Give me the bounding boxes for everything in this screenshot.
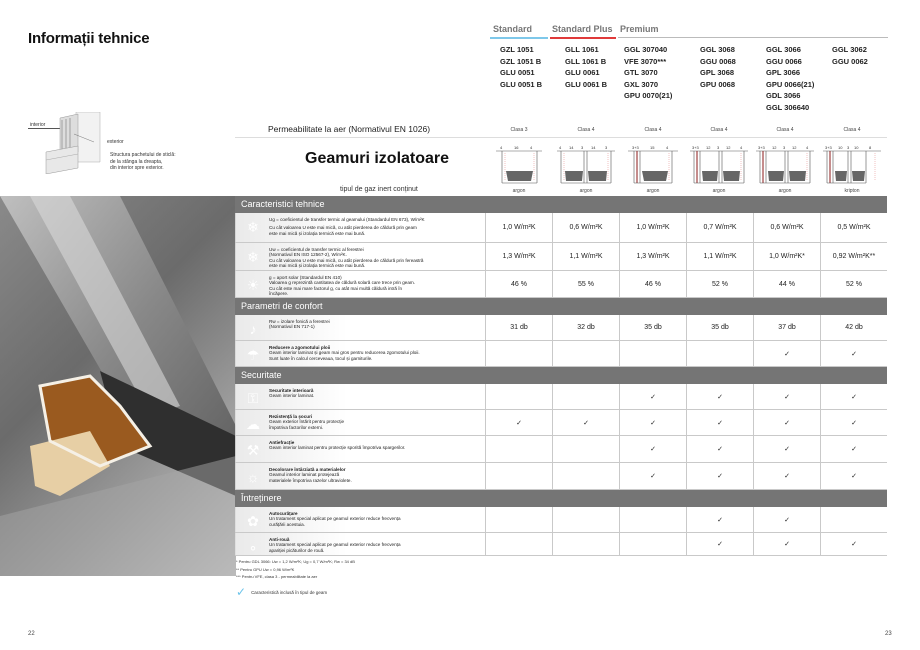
roof-window-section-photo xyxy=(0,196,236,576)
section-header-technical: Caracteristici tehnice xyxy=(235,196,887,213)
table-row xyxy=(235,463,887,490)
table-row xyxy=(235,271,887,298)
glass-unit-diagram-2 xyxy=(553,143,619,187)
table-cell: 1,1 W/m²K xyxy=(686,243,753,270)
model-code: GGL 3068 xyxy=(700,45,735,54)
snowflake-thermometer-icon: ❄ xyxy=(247,248,259,265)
check-cell: ✓ xyxy=(686,384,753,409)
glass-structure-caption xyxy=(110,152,176,172)
model-code: GGU 0062 xyxy=(832,56,868,66)
series-premium-underline xyxy=(618,37,888,38)
model-code: GGU 0068 xyxy=(700,56,736,66)
model-code: GXL 3070 xyxy=(624,79,659,89)
table-cell: 31 db xyxy=(485,315,552,340)
rain-noise-icon: ☂ xyxy=(246,346,260,363)
interior-label: interior xyxy=(30,122,46,128)
svg-text:10: 10 xyxy=(838,145,843,150)
row-description: Geam interior laminat și geam mai gros pentru reducerea zgomotului ploii. xyxy=(269,350,420,356)
models-col-5 xyxy=(766,44,814,114)
row-description: Geamul interior laminat protejează xyxy=(269,472,340,478)
page-title: Informații tehnice xyxy=(28,30,150,47)
check-cell: ✓ xyxy=(686,507,753,532)
svg-text:3: 3 xyxy=(717,145,720,150)
model-code: GTL 3070 xyxy=(624,68,658,78)
row-description: Uw = coeficientul de transfer termic al ferestrei xyxy=(269,247,364,252)
svg-text:3: 3 xyxy=(581,145,584,150)
row-description: este mai mică și izolația termică este mai bună. xyxy=(269,230,366,236)
svg-text:4: 4 xyxy=(559,145,562,150)
section-header-comfort: Parametri de confort xyxy=(235,298,887,315)
check-cell xyxy=(686,341,753,366)
table-cell: 0,92 W/m²K** xyxy=(820,243,887,270)
check-cell: ✓ xyxy=(753,410,820,435)
check-cell: ✓ xyxy=(619,384,686,409)
model-code: GPL 3068 xyxy=(700,68,735,78)
model-code: GGL 3066 xyxy=(766,45,801,54)
check-cell xyxy=(552,384,619,409)
glass-unit-diagram-5 xyxy=(752,143,818,187)
row-title: Autocurățare xyxy=(269,511,298,516)
table-cell: 32 db xyxy=(552,315,619,340)
check-cell: ✓ xyxy=(753,341,820,366)
models-col-2 xyxy=(565,44,607,90)
row-description: Sunt luate în calcul cerceveaua, tocul și garniturile. xyxy=(269,355,373,361)
svg-text:16: 16 xyxy=(514,145,519,150)
gas-type-label: tipul de gaz inert conținut xyxy=(340,186,418,193)
svg-text:3+3: 3+3 xyxy=(692,145,699,150)
check-cell: ✓ xyxy=(820,410,887,435)
series-standard-label: Standard xyxy=(493,24,533,34)
check-cell: ✓ xyxy=(686,436,753,462)
models-col-6 xyxy=(832,44,868,67)
model-code: GPU 0070(21) xyxy=(624,91,673,101)
row-description: Un tratament special aplicat pe geamul exterior reduce frecvența xyxy=(269,542,401,548)
check-cell xyxy=(485,533,552,555)
table-cell: 55 % xyxy=(552,271,619,297)
check-cell: ✓ xyxy=(552,410,619,435)
footnote: ** Pentru GPU Uw = 0,96 W/m²K xyxy=(236,566,295,572)
svg-text:4: 4 xyxy=(530,145,533,150)
section-header-maintenance: Întreținere xyxy=(235,490,887,507)
check-cell: ✓ xyxy=(753,436,820,462)
hail-resistance-icon: ☁ xyxy=(246,415,260,432)
anti-dew-icon: ∘ xyxy=(248,538,258,555)
glass-unit-diagram-4 xyxy=(686,143,752,187)
series-premium-label: Premium xyxy=(620,24,659,34)
svg-text:3+3: 3+3 xyxy=(758,145,765,150)
svg-text:4: 4 xyxy=(740,145,743,150)
row-title: Rezistență la șocuri xyxy=(269,414,313,419)
sun-temperature-icon: ☀ xyxy=(246,276,260,293)
row-description: Cu cât valoarea U este mai mică, cu atât pierderea de căldură prin geam xyxy=(269,225,417,231)
table-cell: 35 db xyxy=(619,315,686,340)
table-cell: 1,3 W/m²K xyxy=(619,243,686,270)
svg-text:12: 12 xyxy=(772,145,777,150)
check-cell: ✓ xyxy=(619,410,686,435)
check-cell: ✓ xyxy=(820,463,887,489)
row-description: Valoarea g reprezintă cantitatea de căldură solară care trece prin geam. xyxy=(269,280,415,286)
svg-text:12: 12 xyxy=(726,145,731,150)
model-code: GGL 306640 xyxy=(766,102,810,112)
check-cell xyxy=(552,463,619,489)
caption-line: de la stânga la dreapta, xyxy=(110,158,163,165)
checkmark-icon: ✓ xyxy=(236,585,247,599)
technical-info-table xyxy=(235,196,887,556)
permeability-class: Clasa 4 xyxy=(843,127,861,133)
table-row xyxy=(235,533,887,556)
legend xyxy=(236,585,327,599)
check-cell: ✓ xyxy=(820,533,887,555)
models-col-4 xyxy=(700,44,736,90)
table-row xyxy=(235,243,887,271)
self-cleaning-icon: ✿ xyxy=(247,512,259,529)
model-code: GLL 1061 B xyxy=(565,56,607,66)
model-code: GGU 0066 xyxy=(766,56,802,66)
row-description: Geam interior laminat pentru protecție sporită împotriva spargerilor. xyxy=(269,445,406,451)
row-title: Anti-rouă xyxy=(269,537,290,542)
row-description: apariției picăturilor de rouă. xyxy=(269,547,325,553)
permeability-class: Clasa 4 xyxy=(644,127,662,133)
svg-text:3: 3 xyxy=(847,145,850,150)
check-cell xyxy=(485,463,552,489)
row-description: Un tratament special aplicat pe geamul exterior reduce frecvența xyxy=(269,516,401,522)
check-cell: ✓ xyxy=(485,410,552,435)
check-cell: ✓ xyxy=(820,436,887,462)
models-col-1 xyxy=(500,44,542,90)
row-description: Ug = coeficientul de transfer termic al geamului (Standardul EN 673), W/m²K xyxy=(269,217,425,222)
check-cell: ✓ xyxy=(686,410,753,435)
table-cell: 52 % xyxy=(686,271,753,297)
check-cell: ✓ xyxy=(753,507,820,532)
table-row xyxy=(235,436,887,463)
models-col-3 xyxy=(624,44,672,102)
check-cell xyxy=(552,533,619,555)
table-cell: 46 % xyxy=(619,271,686,297)
table-cell: 37 db xyxy=(753,315,820,340)
divider xyxy=(235,137,887,138)
check-cell: ✓ xyxy=(820,384,887,409)
svg-text:15: 15 xyxy=(650,145,655,150)
check-cell: ✓ xyxy=(753,384,820,409)
row-description: curățării acestuia. xyxy=(269,521,306,527)
model-code: VFE 3070*** xyxy=(624,56,667,66)
insulating-glass-title: Geamuri izolatoare xyxy=(305,150,450,167)
svg-text:3+3: 3+3 xyxy=(825,145,832,150)
model-code: GLU 0061 B xyxy=(565,79,608,89)
table-cell: 52 % xyxy=(820,271,887,297)
svg-text:12: 12 xyxy=(792,145,797,150)
gas-type: argon xyxy=(579,188,593,194)
row-title: Decolorare întârziată a materialelor xyxy=(269,467,346,472)
page-number-right: 23 xyxy=(885,631,892,637)
gas-type: argon xyxy=(778,188,792,194)
snowflake-thermometer-icon: ❄ xyxy=(247,218,259,235)
caption-line: Structura pachetului de sticlă: xyxy=(110,152,176,158)
permeability-class: Clasa 4 xyxy=(577,127,595,133)
model-code: GGL 3062 xyxy=(832,45,867,54)
svg-text:4: 4 xyxy=(666,145,669,150)
row-description: împotriva factorilor externi. xyxy=(269,424,324,430)
check-cell: ✓ xyxy=(753,533,820,555)
check-cell xyxy=(619,507,686,532)
series-standard-plus-underline xyxy=(550,37,616,39)
sound-insulation-icon: ♪ xyxy=(249,321,257,337)
table-row xyxy=(235,315,887,341)
check-cell xyxy=(552,436,619,462)
table-cell: 0,5 W/m²K xyxy=(820,213,887,242)
check-cell xyxy=(485,507,552,532)
model-code: GPU 0068 xyxy=(700,79,736,89)
window-section-illustration xyxy=(38,112,103,174)
table-cell: 1,0 W/m²K xyxy=(619,213,686,242)
table-row xyxy=(235,213,887,243)
interior-security-icon: ⚿ xyxy=(247,389,259,406)
check-cell xyxy=(619,341,686,366)
model-code: GLU 0061 xyxy=(565,68,600,78)
row-title: Antiefracție xyxy=(269,440,295,445)
gas-type: kripton xyxy=(844,188,860,194)
row-description: încăpere. xyxy=(269,291,289,297)
check-cell xyxy=(552,507,619,532)
svg-text:3: 3 xyxy=(605,145,608,150)
uv-protection-icon: ☼ xyxy=(246,469,260,485)
hammer-burglary-icon: ⚒ xyxy=(246,441,260,458)
table-cell: 0,7 W/m²K xyxy=(686,213,753,242)
svg-text:14: 14 xyxy=(569,145,574,150)
row-title: Reducere a zgomotului ploii xyxy=(269,345,331,350)
table-cell: 1,1 W/m²K xyxy=(552,243,619,270)
table-cell: 1,3 W/m²K xyxy=(485,243,552,270)
table-cell: 46 % xyxy=(485,271,552,297)
svg-text:12: 12 xyxy=(706,145,711,150)
check-cell xyxy=(485,341,552,366)
table-cell: 42 db xyxy=(820,315,887,340)
table-row xyxy=(235,410,887,436)
model-code: GPU 0066(21) xyxy=(766,79,815,89)
model-code: GZL 1051 B xyxy=(500,56,542,66)
model-code: GGL 307040 xyxy=(624,45,668,54)
table-cell: 0,6 W/m²K xyxy=(753,213,820,242)
model-code: GPL 3066 xyxy=(766,68,801,78)
svg-text:3+3: 3+3 xyxy=(632,145,639,150)
row-description: Rw = izolare fonică a ferestrei xyxy=(269,319,330,324)
legend-label: Caracteristică inclusă în tipul de geam xyxy=(251,589,328,595)
check-cell xyxy=(820,507,887,532)
table-cell: 0,6 W/m²K xyxy=(552,213,619,242)
gas-type: argon xyxy=(646,188,660,194)
table-cell: 1,0 W/m²K* xyxy=(753,243,820,270)
row-description: (Normativul EN ISO 12567-2), W/m²K. xyxy=(269,252,347,258)
row-description: Cu cât este mai mare factorul g, cu atât mai multă căldură intră în xyxy=(269,285,403,291)
row-description: Geam interior laminat. xyxy=(269,393,315,399)
model-code: GLL 1061 xyxy=(565,45,599,54)
check-cell: ✓ xyxy=(753,463,820,489)
table-row xyxy=(235,341,887,367)
row-description: Geam exterior întărit pentru protecție xyxy=(269,419,345,425)
check-cell xyxy=(552,341,619,366)
series-standard-underline xyxy=(490,37,548,39)
model-code: GLU 0051 B xyxy=(500,79,543,89)
model-code: GDL 3066 xyxy=(766,91,801,101)
caption-line: din interior spre exterior. xyxy=(110,165,164,171)
check-cell: ✓ xyxy=(820,341,887,366)
series-standard-plus-label: Standard Plus xyxy=(552,24,613,34)
check-cell: ✓ xyxy=(686,463,753,489)
check-cell: ✓ xyxy=(619,463,686,489)
model-code: GLU 0051 xyxy=(500,68,535,78)
exterior-label: exterior xyxy=(107,139,124,145)
row-description: Cu cât valoarea U este mai mică, cu atât pierderea de căldură prin fereastră xyxy=(269,257,424,263)
table-row xyxy=(235,384,887,410)
svg-text:3: 3 xyxy=(783,145,786,150)
glass-unit-diagram-1 xyxy=(486,143,552,187)
table-cell: 35 db xyxy=(686,315,753,340)
permeability-class: Clasa 3 xyxy=(510,127,528,133)
check-cell xyxy=(485,436,552,462)
gas-type: argon xyxy=(712,188,726,194)
section-header-security: Securitate xyxy=(235,367,887,384)
svg-text:8: 8 xyxy=(869,145,872,150)
footnotes xyxy=(236,558,355,581)
permeability-class: Clasa 4 xyxy=(776,127,794,133)
row-description: (Normativul EN 717-1) xyxy=(269,324,315,330)
row-description: este mai mică și izolația termică este mai bună. xyxy=(269,263,366,269)
glass-unit-diagram-6 xyxy=(819,143,885,187)
row-description: g = aport solar (Standardul EN 410) xyxy=(269,275,342,280)
glass-unit-diagram-3 xyxy=(620,143,686,187)
gas-type: argon xyxy=(512,188,526,194)
svg-text:10: 10 xyxy=(854,145,859,150)
check-cell: ✓ xyxy=(619,436,686,462)
row-title: Securitate interioară xyxy=(269,388,314,393)
footnote: *** Pentru VFE, clasa 3 - permeabilitate la aer xyxy=(236,574,318,579)
check-cell: ✓ xyxy=(686,533,753,555)
check-cell xyxy=(619,533,686,555)
svg-text:14: 14 xyxy=(591,145,596,150)
svg-text:4: 4 xyxy=(500,145,503,150)
table-cell: 44 % xyxy=(753,271,820,297)
table-row xyxy=(235,507,887,533)
air-permeability-label: Permeabilitate la aer (Normativul EN 1026) xyxy=(268,124,431,134)
permeability-class: Clasa 4 xyxy=(710,127,728,133)
svg-text:4: 4 xyxy=(806,145,809,150)
footnote: * Pentru GDL 3066: Uw = 1,2 W/m²K; Ug = 0,7 W/m²K; Rw = 34 dB xyxy=(236,559,355,564)
model-code: GZL 1051 xyxy=(500,45,534,54)
page-number-left: 22 xyxy=(28,631,35,637)
table-cell: 1,0 W/m²K xyxy=(485,213,552,242)
row-description: materialele împotriva razelor ultraviolete. xyxy=(269,477,352,483)
check-cell xyxy=(485,384,552,409)
